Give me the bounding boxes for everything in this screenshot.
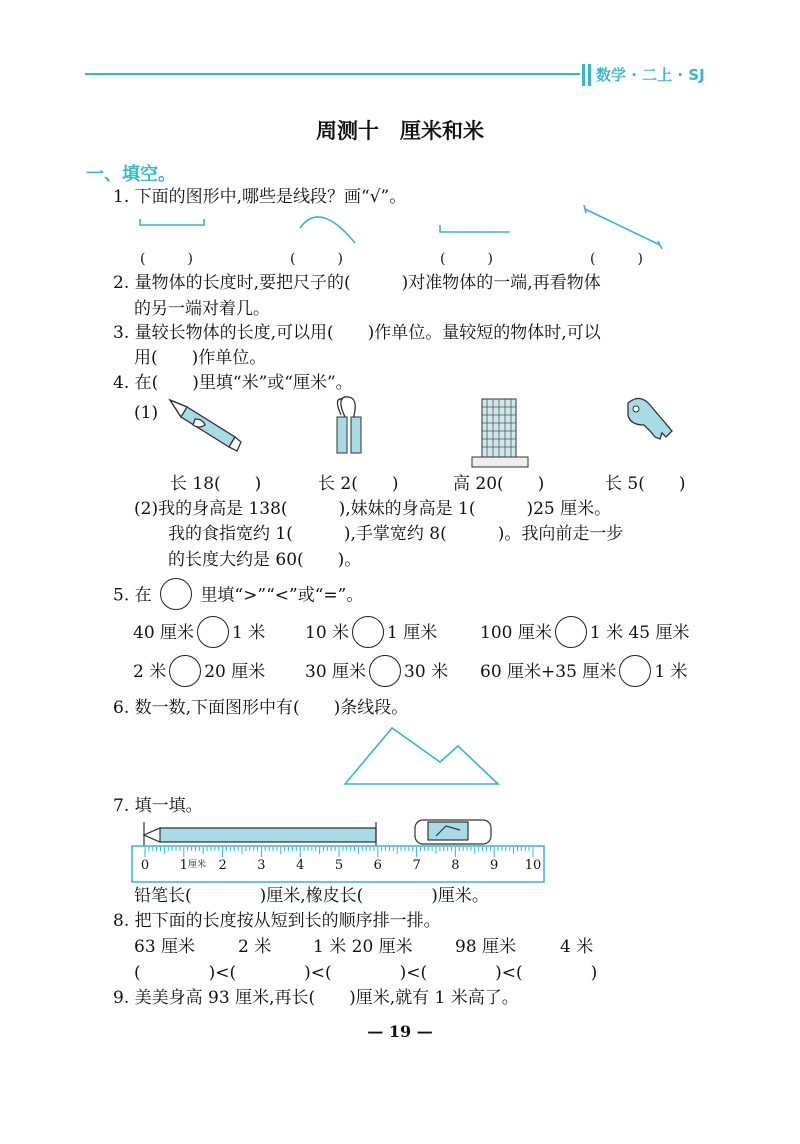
q4-item: 长 18( ) [170, 474, 262, 494]
header-tag: 数学 · 二上 · SJ [596, 66, 705, 84]
q7-answer: 铅笔长( )厘米,橡皮长( )厘米。 [134, 886, 489, 906]
q4-sub2-line2: 我的食指宽约 1( ),手掌宽约 8( )。我向前走一步 [168, 524, 624, 544]
compare-item [305, 655, 448, 689]
q8-item: 63 厘米 [134, 937, 196, 957]
compare-left: 10 米 [305, 623, 350, 643]
compare-circle [160, 578, 192, 610]
figure-c [440, 225, 510, 232]
jump-rope-image [325, 395, 375, 460]
q8-item: 4 米 [560, 937, 594, 957]
q8-item: 1 米 20 厘米 [313, 937, 413, 957]
q6-text: 6. 数一数,下面图形中有( )条线段。 [113, 698, 409, 718]
q3-line2: 用( )作单位。 [134, 348, 267, 368]
q5-intro-b: 里填“>”“<”或“=”。 [200, 585, 364, 606]
compare-circle[interactable] [369, 655, 401, 687]
ruler-label: 8 [451, 858, 460, 873]
compare-right: 20 厘米 [204, 662, 266, 682]
q4-item: 高 20( ) [453, 474, 545, 494]
pencil-on-ruler [144, 822, 376, 846]
header-bar [588, 64, 591, 86]
figure-d [584, 205, 662, 249]
q3-line1: 3. 量较长物体的长度,可以用( )作单位。量较短的物体时,可以 [113, 323, 601, 343]
q8-text: 8. 把下面的长度按从短到长的顺序排一排。 [113, 911, 441, 931]
q4-item: 长 5( ) [605, 474, 686, 494]
q4-intro: 4. 在( )里填“米”或“厘米”。 [113, 373, 353, 393]
q2-line2: 的另一端对着几。 [134, 299, 270, 319]
page-number: — 19 — [367, 1022, 433, 1041]
compare-right: 30 米 [404, 662, 449, 682]
ruler-label: 9 [490, 858, 499, 873]
compare-left: 30 厘米 [305, 662, 367, 682]
compare-item [480, 655, 688, 689]
compare-item [480, 616, 690, 650]
compare-left: 40 厘米 [133, 623, 195, 643]
compare-circle[interactable] [555, 616, 587, 648]
ruler-label: 5 [334, 858, 344, 873]
eraser-on-ruler [415, 820, 491, 844]
q1-text: 1. 下面的图形中,哪些是线段？画“√”。 [113, 187, 407, 207]
ruler-label: 2 [218, 858, 227, 873]
q8-item: 2 米 [238, 937, 272, 957]
compare-right: 1 米 [232, 623, 266, 643]
q5-row [0, 655, 800, 689]
q4-sub2-line1: (2)我的身高是 138( ),妹妹的身高是 1( )25 厘米。 [134, 499, 612, 519]
figure-b [300, 217, 355, 243]
q9-text: 9. 美美身高 93 厘米,再长( )厘米,就有 1 米高了。 [113, 988, 519, 1008]
mountain-figure [340, 720, 505, 790]
building-image [470, 395, 530, 470]
q5-row [0, 616, 800, 650]
compare-circle[interactable] [169, 655, 201, 687]
q8-order[interactable]: ( )<( )<( )<( )<( ) [134, 963, 598, 983]
section-heading: 一、填空。 [86, 164, 176, 185]
ruler-label: 3 [257, 858, 266, 873]
ruler-label: 4 [296, 858, 305, 873]
compare-left: 2 米 [133, 662, 167, 682]
header-bar [582, 64, 585, 86]
ruler-unit: 厘米 [188, 860, 207, 870]
q4-item: 长 2( ) [318, 474, 399, 494]
q2-line1: 2. 量物体的长度时,要把尺子的( )对准物体的一端,再看物体 [113, 273, 601, 293]
ruler-label: 1 [179, 858, 188, 873]
figure-a [140, 219, 204, 225]
header-rule [85, 73, 580, 75]
compare-right: 1 厘米 [387, 623, 438, 643]
compare-item [305, 616, 437, 650]
q8-item: 98 厘米 [455, 937, 517, 957]
ruler-label: 7 [412, 858, 421, 873]
compare-circle[interactable] [197, 616, 229, 648]
q1-blank[interactable]: ( ) [440, 251, 493, 267]
ruler-label: 6 [373, 858, 382, 873]
q1-blank[interactable]: ( ) [290, 251, 343, 267]
q1-blank[interactable]: ( ) [590, 251, 643, 267]
ruler-label: 0 [140, 858, 150, 873]
compare-circle[interactable] [619, 655, 651, 687]
key-image [620, 395, 680, 450]
q4-sub2-line3: 的长度大约是 60( )。 [168, 550, 362, 570]
pencil-image [165, 395, 245, 455]
compare-left: 60 厘米+35 厘米 [480, 662, 617, 682]
page-title: 周测十 厘米和米 [316, 119, 484, 143]
compare-circle[interactable] [352, 616, 384, 648]
q7-text: 7. 填一填。 [113, 796, 203, 816]
q5-intro [113, 580, 363, 612]
q4-sub1: (1) [134, 403, 159, 423]
compare-item [133, 616, 265, 650]
q5-intro-a: 5. 在 [113, 585, 152, 606]
ruler-label: 10 [524, 858, 542, 873]
ruler-figure [130, 812, 550, 887]
compare-right: 1 米 [654, 662, 688, 682]
compare-left: 100 厘米 [480, 623, 552, 643]
compare-right: 1 米 45 厘米 [589, 623, 690, 643]
compare-item [133, 655, 265, 689]
q1-blank[interactable]: ( ) [140, 251, 193, 267]
